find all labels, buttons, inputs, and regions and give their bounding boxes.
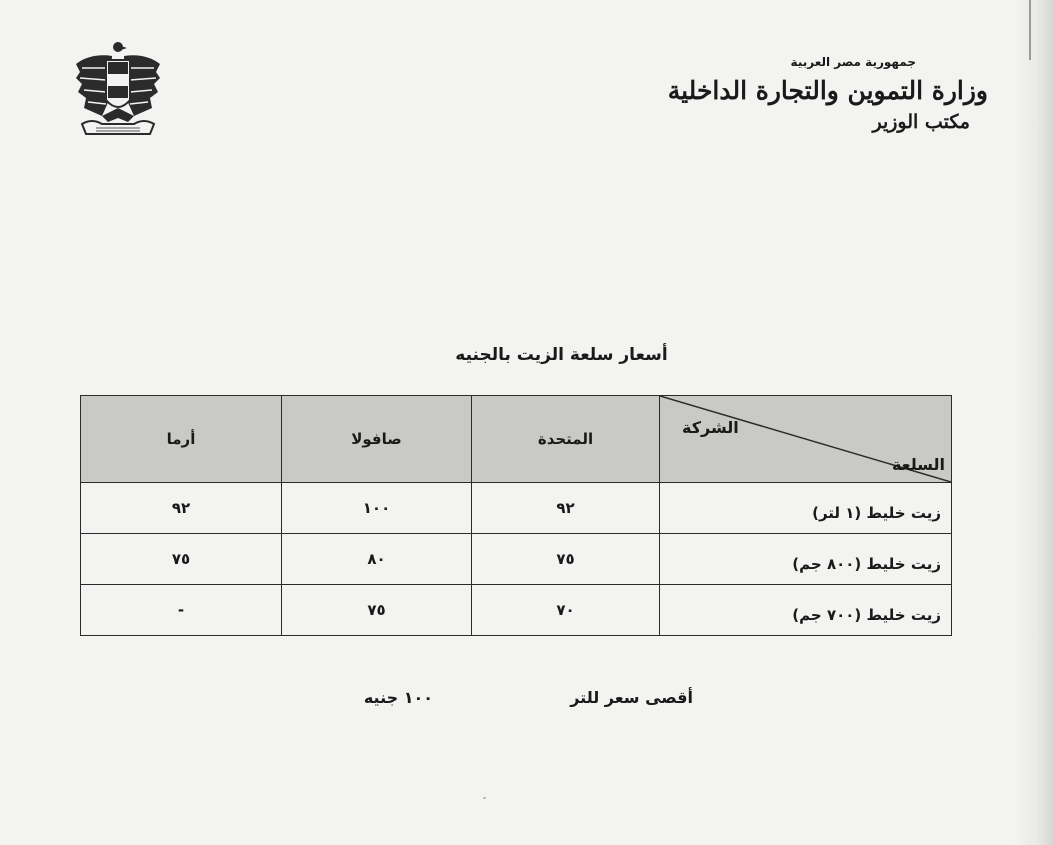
column-header: صافولا [282,396,472,483]
row-item-label: زيت خليط (٨٠٠ جم) [660,534,952,585]
column-header: المتحدة [472,396,660,483]
letterhead-office: مكتب الوزير [872,110,970,133]
price-cell: ٩٢ [472,483,660,534]
column-header: أرما [81,396,282,483]
max-price-value: ١٠٠ جنيه [363,688,433,707]
price-cell: ٨٠ [282,534,472,585]
price-cell: ٧٠ [472,585,660,636]
paper-edge-line [1029,0,1031,60]
price-cell: ٧٥ [282,585,472,636]
egypt-eagle-emblem-icon [72,38,164,138]
ministry-letterhead [667,55,988,165]
table-row [81,483,952,534]
row-item-label: زيت خليط (٧٠٠ جم) [660,585,952,636]
letterhead-country: جمهورية مصر العربية [790,55,916,69]
price-cell: ١٠٠ [282,483,472,534]
header-commodity-label: السلعة [891,455,945,474]
price-table [80,395,952,636]
document-title: أسعار سلعة الزيت بالجنيه [455,345,668,365]
price-cell: - [81,585,282,636]
header-company-label: الشركة [682,418,739,437]
table-header-row [81,396,952,483]
diagonal-header-cell [660,396,952,483]
table-row [81,534,952,585]
price-cell: ٩٢ [81,483,282,534]
row-item-label: زيت خليط (١ لتر) [660,483,952,534]
price-cell: ٧٥ [81,534,282,585]
letterhead-ministry: وزارة التموين والتجارة الداخلية [667,76,988,105]
max-price-label: أقصى سعر للتر [570,688,693,707]
paper-edge-shadow [1013,0,1053,845]
paper-speck [483,797,486,799]
price-cell: ٧٥ [472,534,660,585]
table-row [81,585,952,636]
